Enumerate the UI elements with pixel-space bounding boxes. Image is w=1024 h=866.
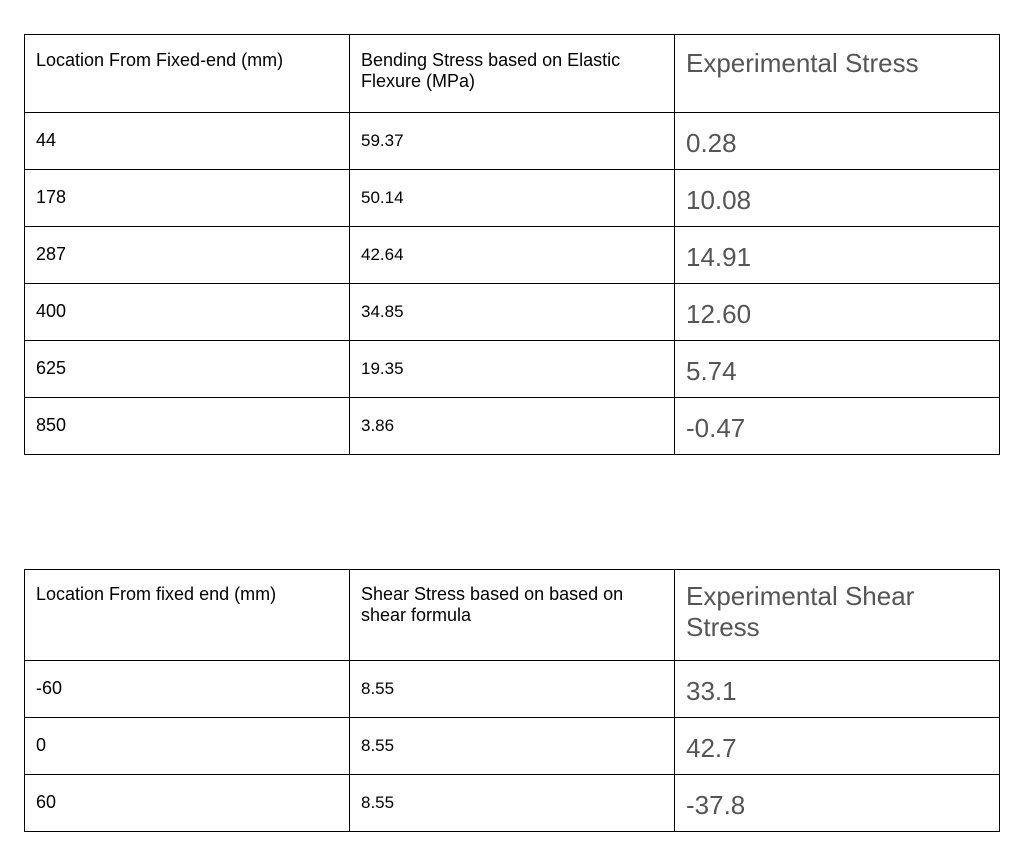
location-cell: 0	[25, 718, 350, 775]
location-cell: 625	[25, 341, 350, 398]
experimental-stress-cell: 10.08	[675, 170, 1000, 227]
location-cell: 178	[25, 170, 350, 227]
experimental-stress-cell: 0.28	[675, 113, 1000, 170]
header-location: Location From fixed end (mm)	[25, 570, 350, 661]
bending-stress-cell: 50.14	[350, 170, 675, 227]
experimental-stress-cell: 5.74	[675, 341, 1000, 398]
experimental-shear-cell: -37.8	[675, 775, 1000, 832]
table-row	[25, 341, 1000, 398]
table-header-row	[25, 570, 1000, 661]
experimental-shear-cell: 42.7	[675, 718, 1000, 775]
location-cell: 60	[25, 775, 350, 832]
bending-stress-cell: 19.35	[350, 341, 675, 398]
header-location: Location From Fixed-end (mm)	[25, 35, 350, 113]
shear-stress-cell: 8.55	[350, 718, 675, 775]
bending-stress-cell: 59.37	[350, 113, 675, 170]
location-cell: 287	[25, 227, 350, 284]
table-row	[25, 170, 1000, 227]
bending-stress-table	[24, 34, 1000, 455]
location-cell: 44	[25, 113, 350, 170]
location-cell: -60	[25, 661, 350, 718]
location-cell: 850	[25, 398, 350, 455]
table-row	[25, 775, 1000, 832]
bending-stress-cell: 42.64	[350, 227, 675, 284]
header-experimental-shear-stress: Experimental Shear Stress	[675, 570, 1000, 661]
header-experimental-stress: Experimental Stress	[675, 35, 1000, 113]
table-header-row	[25, 35, 1000, 113]
bending-stress-cell: 3.86	[350, 398, 675, 455]
table-row	[25, 718, 1000, 775]
experimental-stress-cell: -0.47	[675, 398, 1000, 455]
header-bending-stress: Bending Stress based on Elastic Flexure (MPa)	[350, 35, 675, 113]
experimental-shear-cell: 33.1	[675, 661, 1000, 718]
shear-stress-cell: 8.55	[350, 661, 675, 718]
table-row	[25, 227, 1000, 284]
table-row	[25, 661, 1000, 718]
table-row	[25, 398, 1000, 455]
bending-stress-cell: 34.85	[350, 284, 675, 341]
table-row	[25, 284, 1000, 341]
table-row	[25, 113, 1000, 170]
experimental-stress-cell: 14.91	[675, 227, 1000, 284]
location-cell: 400	[25, 284, 350, 341]
header-shear-stress: Shear Stress based on based on shear formula	[350, 570, 675, 661]
shear-stress-table	[24, 569, 1000, 832]
shear-stress-cell: 8.55	[350, 775, 675, 832]
experimental-stress-cell: 12.60	[675, 284, 1000, 341]
